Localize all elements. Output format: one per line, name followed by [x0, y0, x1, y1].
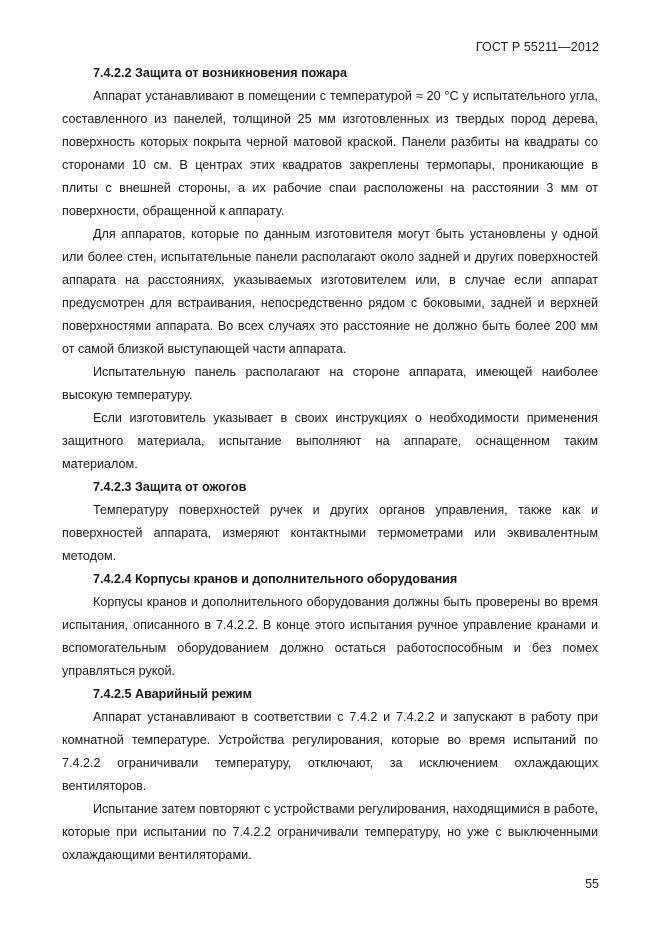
section-heading: 7.4.2.4 Корпусы кранов и дополнительного оборудования [93, 572, 458, 586]
paragraph: Температуру поверхностей ручек и других органов управления, также как и поверхностей аппарата, измеряют контактными термометрами или эквивалентным методом. [62, 503, 598, 563]
paragraph: Испытательную панель располагают на стороне аппарата, имеющей наиболее высокую температуру. [62, 365, 598, 402]
paragraph: Аппарат устанавливают в помещении с температурой ≈ 20 °С у испытательного угла, составленного из панелей, толщиной 25 мм изготовленных из твердых пород дерева, поверхность которых покрыта черной матовой краской. Панели разбиты на квадраты со сторонами 10 см. В центрах этих квадратов закреплены термопары, проникающие в плиты с внешней стороны, а их рабочие спаи расположены на расстоянии 3 мм от поверхности, обращенной к аппарату. [62, 89, 598, 218]
paragraph: Если изготовитель указывает в своих инструкциях о необходимости применения защитного материала, испытание выполняют на аппарате, оснащенном таким материалом. [62, 411, 598, 471]
page-number: 55 [585, 877, 599, 891]
section-valve-bodies [62, 568, 598, 683]
page-content [62, 62, 598, 867]
document-id: ГОСТ Р 55211—2012 [475, 40, 599, 54]
section-burn-protection [62, 476, 598, 568]
paragraph: Аппарат устанавливают в соответствии с 7.4.2 и 7.4.2.2 и запускают в работу при комнатной температуре. Устройства регулирования, которые во время испытаний по 7.4.2.2 ограничивали температуру, отключают, за исключением охлаждающих вентиляторов. [62, 710, 598, 793]
paragraph: Испытание затем повторяют с устройствами регулирования, находящимися в работе, которые при испытании по 7.4.2.2 ограничивали температуру, но уже с выключенными охлаждающими вентиляторами. [62, 802, 598, 862]
section-heading: 7.4.2.2 Защита от возникновения пожара [93, 66, 347, 80]
section-heading: 7.4.2.3 Защита от ожогов [93, 480, 247, 494]
section-fire-protection [62, 62, 598, 476]
paragraph: Для аппаратов, которые по данным изготовителя могут быть установлены у одной или более стен, испытательные панели располагают около задней и других поверхностей аппарата на расстояниях, указываемых изготовителем или, в случае если аппарат предусмотрен для встраивания, непосредственно рядом с боковыми, задней и верхней поверхностями аппарата. Во всех случаях это расстояние не должно быть более 200 мм от самой близкой выступающей части аппарата. [62, 227, 598, 356]
paragraph: Корпусы кранов и дополнительного оборудования должны быть проверены во время испытания, описанного в 7.4.2.2. В конце этого испытания ручное управление кранами и вспомогательным оборудованием должно остаться работоспособным и без помех управляться рукой. [62, 595, 598, 678]
section-emergency-mode [62, 683, 598, 867]
section-heading: 7.4.2.5 Аварийный режим [93, 687, 252, 701]
